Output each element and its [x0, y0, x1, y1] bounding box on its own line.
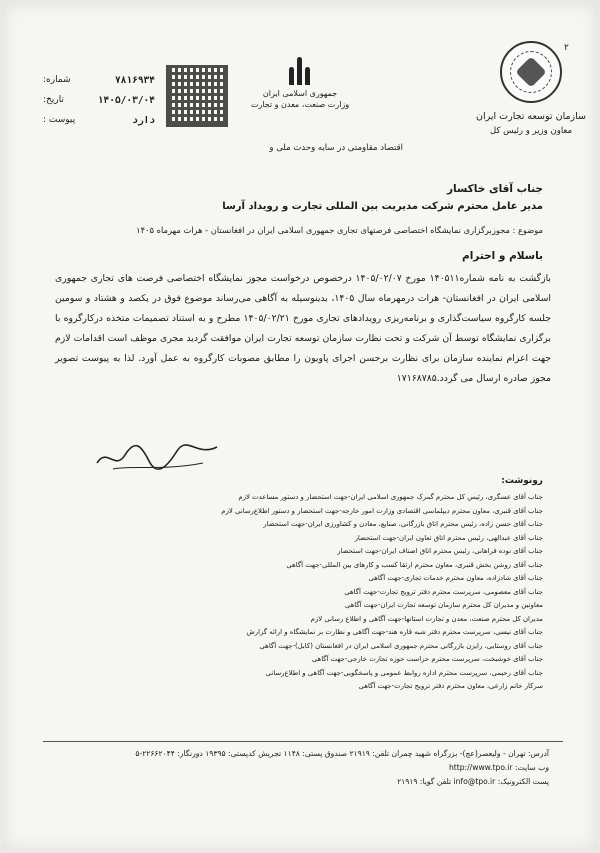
attachment-value: دارد	[132, 115, 155, 126]
organization-subtitle: معاون وزیر و رئیس کل	[489, 126, 573, 136]
date-label: تاریخ:	[43, 95, 64, 105]
signature	[93, 437, 221, 477]
cc-list	[43, 491, 543, 694]
footer-website: وب سایت: http://www.tpo.ir	[448, 763, 549, 772]
cc-item: سرکار خانم زارعی، معاون محترم دفتر ترویج تجارت-جهت آگاهی	[358, 682, 543, 690]
number-label: شماره:	[43, 75, 71, 85]
letter-subject: موضوع : مجوزبرگزاری نمایشگاه اختصاصی فرصتهای تجاری جمهوری اسلامی ایران در افغانستان - هرات مهرماه ۱۴۰۵	[136, 225, 543, 235]
date-value: ۱۴۰۵/۰۳/۰۴	[97, 95, 155, 106]
ministry-line-2: وزارت صنعت، معدن و تجارت	[250, 100, 350, 109]
cc-item: جناب آقای حسن زاده، رئیس محترم اتاق بازرگانی، صنایع، معادن و کشاورزی ایران-جهت استحضار	[263, 520, 543, 528]
qr-code-icon	[166, 65, 228, 127]
cc-item: جناب آقای عسگری، رئیس کل محترم گمرک جمهوری اسلامی ایران-جهت استحضار و دستور مساعدت لازم	[238, 493, 543, 501]
ministry-line-1: جمهوری اسلامی ایران	[262, 89, 338, 98]
letter-page	[3, 3, 597, 850]
footer-contact: پست الکترونیک: info@tpo.ir تلفن گویا: ۲۱۹۱۹	[397, 777, 549, 786]
tpo-logo-icon	[500, 41, 562, 103]
cc-item: معاونین و مدیران کل محترم سازمان توسعه تجارت ایران-جهت آگاهی	[344, 601, 543, 609]
footer	[29, 747, 549, 789]
cc-item: جناب آقای خوشبخت، سرپرست محترم حراست حوزه تجارت خارجی-جهت آگاهی	[311, 655, 543, 663]
cc-item: جناب آقای معصومی، سرپرست محترم دفتر ترویج تجارت-جهت آگاهی	[344, 587, 543, 596]
cc-item: مدیران کل محترم صنعت، معدن و تجارت استانها-جهت آگاهی و اطلاع رسانی لازم	[310, 614, 543, 623]
cc-item: جناب آقای قنبری، معاون محترم دیپلماسی اقتصادی وزارت امور خارجه-جهت استحضار و دستور اطلاع‌رسانی لازم	[221, 506, 543, 515]
cc-item: جناب آقای عبدالهی، رئیس محترم اتاق تعاون ایران-جهت استحضار	[354, 533, 543, 542]
organization-name: سازمان توسعه تجارت ایران	[476, 111, 586, 122]
letter-body: بازگشت به نامه شماره۱۴۰۵۱۱ مورخ ۱۴۰۵/۰۲/۰۷ درخصوص درخواست مجوز نمایشگاه اختصاصی فرصت های تجاری جمهوری اسلامی ایران در افغانستان- هرات درمهرماه سال ۱۴۰۵، بدینوسیله به آگاهی می‌رساند موضوع فوق در یکصد و هشتاد و سومین جلسه کارگروه سیاست‌گذاری و برنامه‌ریزی رویدادهای تجاری مورخ ۱۴۰۵/۰۲/۲۱ مطرح و به استناد تصمیمات متخذه درکارگروه با برگزاری نمایشگاه توسط آن شرکت و تحت نظارت سازمان توسعه تجارت ایران موافقت گردید مجری موظف است اقدامات لازم جهت اعزام نماینده سازمان برای نظارت برحسن اجرای پاویون را مطابق مصوبات کارگروه به عمل آورد. لذا به پیوست تصویر مجوز صادره ارسال می گردد.۱۷۱۶۸۷۸۵	[55, 273, 551, 384]
number-value: ۷۸۱۶۹۳۴	[114, 75, 155, 86]
cc-item: جناب آقای روشن بخش قنبری، معاون محترم ارتقا کسب و کارهای بین المللی-جهت آگاهی	[286, 560, 543, 569]
cc-item: جناب آقای نیسی، سرپرست محترم دفتر شبه قاره هند-جهت آگاهی و نظارت بر نمایشگاه و ارائه گزارش	[246, 628, 543, 636]
corner-mark: ۲	[564, 43, 569, 53]
cc-heading: رونوشت:	[501, 476, 543, 486]
footer-divider	[43, 741, 563, 742]
footer-address: آدرس: تهران - ولیعصر(عج)- بزرگراه شهید چمران تلفن: ۲۱۹۱۹ صندوق پستی: ۱۱۴۸ تجریش کدپستی: ۱۹۳۹۵ دورنگار: ۲۲۶۶۲۰۴۴-۵	[135, 749, 549, 758]
cc-item: جناب آقای روستایی، رایزن بازرگانی محترم جمهوری اسلامی ایران در افغانستان (کابل)-جهت آگاهی	[259, 641, 543, 650]
ministry-header	[235, 55, 365, 109]
organization-header	[471, 33, 591, 136]
iran-emblem-icon	[287, 55, 313, 85]
cc-item: جناب آقای رحیمی، سرپرست محترم اداره روابط عمومی و پاسخگویی-جهت آگاهی و اطلاع‌رسانی	[265, 668, 543, 677]
recipient-title: مدیر عامل محترم شرکت مدیریت بین المللی تجارت و رویداد آرسا	[222, 201, 543, 212]
recipient-name: جناب آقای خاکسار	[447, 183, 543, 195]
letter-meta	[43, 75, 155, 135]
attachment-label: پیوست :	[43, 115, 76, 125]
handwritten-signature	[93, 437, 221, 477]
cc-item: جناب آقای نوده فراهانی، رئیس محترم اتاق اصناف ایران-جهت استحضار	[337, 547, 543, 555]
motto: اقتصاد مقاومتی در سایه وحدت ملی و	[269, 143, 403, 153]
salutation: باسلام و احترام	[462, 250, 543, 262]
cc-item: جناب آقای شادزاده، معاون محترم خدمات تجاری-جهت آگاهی	[368, 574, 543, 582]
